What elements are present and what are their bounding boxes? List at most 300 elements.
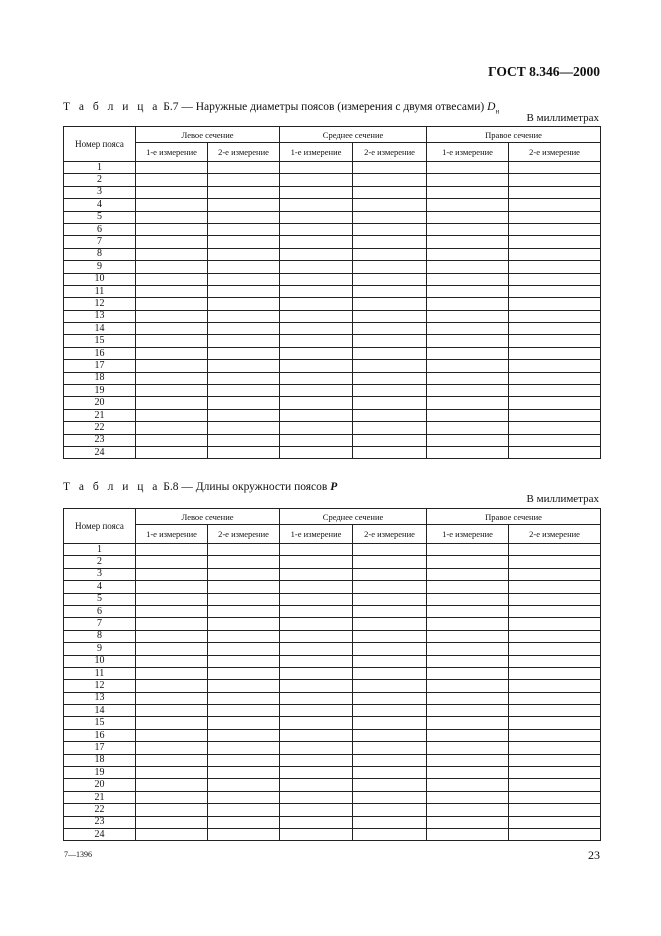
empty-cell — [280, 556, 353, 568]
table-b8-label: Т а б л и ц а — [63, 481, 161, 493]
empty-cell — [208, 680, 280, 692]
empty-cell — [208, 446, 280, 458]
row-number: 9 — [64, 261, 136, 273]
empty-cell — [280, 742, 353, 754]
empty-cell — [427, 347, 509, 359]
table-row — [64, 162, 601, 174]
table-b8 — [63, 508, 601, 841]
empty-cell — [427, 581, 509, 593]
empty-cell — [208, 568, 280, 580]
empty-cell — [427, 643, 509, 655]
empty-cell — [427, 434, 509, 446]
empty-cell — [280, 236, 353, 248]
empty-cell — [208, 544, 280, 556]
row-number: 8 — [64, 248, 136, 260]
empty-cell — [280, 729, 353, 741]
empty-cell — [427, 544, 509, 556]
empty-cell — [509, 223, 601, 235]
empty-cell — [136, 199, 208, 211]
empty-cell — [208, 667, 280, 679]
empty-cell — [427, 804, 509, 816]
empty-cell — [353, 186, 427, 198]
table-row — [64, 754, 601, 766]
empty-cell — [280, 828, 353, 840]
empty-cell — [353, 717, 427, 729]
empty-cell — [427, 372, 509, 384]
table-row — [64, 568, 601, 580]
empty-cell — [509, 298, 601, 310]
empty-cell — [136, 705, 208, 717]
row-number: 14 — [64, 323, 136, 335]
empty-cell — [136, 816, 208, 828]
empty-cell — [136, 767, 208, 779]
empty-cell — [353, 544, 427, 556]
empty-cell — [509, 593, 601, 605]
empty-cell — [509, 248, 601, 260]
row-number: 24 — [64, 828, 136, 840]
empty-cell — [208, 372, 280, 384]
empty-cell — [280, 667, 353, 679]
empty-cell — [427, 742, 509, 754]
table-row — [64, 273, 601, 285]
empty-cell — [208, 618, 280, 630]
empty-cell — [509, 360, 601, 372]
empty-cell — [208, 323, 280, 335]
table-b8-title: Б.8 — Длины окружности поясов — [163, 481, 328, 493]
empty-cell — [509, 667, 601, 679]
empty-cell — [509, 174, 601, 186]
empty-cell — [136, 174, 208, 186]
empty-cell — [136, 261, 208, 273]
table-row — [64, 223, 601, 235]
empty-cell — [136, 630, 208, 642]
empty-cell — [208, 298, 280, 310]
measurement-header: 2-е измерение — [509, 525, 601, 544]
empty-cell — [509, 568, 601, 580]
empty-cell — [136, 211, 208, 223]
row-number: 3 — [64, 186, 136, 198]
empty-cell — [136, 409, 208, 421]
empty-cell — [509, 285, 601, 297]
empty-cell — [136, 593, 208, 605]
empty-cell — [353, 692, 427, 704]
table-row — [64, 261, 601, 273]
table-row — [64, 717, 601, 729]
table-row — [64, 211, 601, 223]
table-row — [64, 174, 601, 186]
empty-cell — [353, 816, 427, 828]
empty-cell — [509, 655, 601, 667]
empty-cell — [136, 544, 208, 556]
empty-cell — [509, 767, 601, 779]
document-code: ГОСТ 8.346—2000 — [488, 64, 600, 79]
table-row — [64, 323, 601, 335]
empty-cell — [509, 397, 601, 409]
empty-cell — [509, 162, 601, 174]
empty-cell — [353, 655, 427, 667]
empty-cell — [280, 347, 353, 359]
empty-cell — [353, 385, 427, 397]
table-row — [64, 285, 601, 297]
empty-cell — [427, 422, 509, 434]
empty-cell — [427, 248, 509, 260]
empty-cell — [136, 605, 208, 617]
measurement-header: 1-е измерение — [136, 143, 208, 162]
empty-cell — [136, 347, 208, 359]
table-row — [64, 828, 601, 840]
empty-cell — [509, 630, 601, 642]
empty-cell — [280, 323, 353, 335]
table-row — [64, 422, 601, 434]
empty-cell — [280, 273, 353, 285]
empty-cell — [427, 285, 509, 297]
row-number: 22 — [64, 422, 136, 434]
empty-cell — [280, 199, 353, 211]
empty-cell — [427, 385, 509, 397]
empty-cell — [208, 791, 280, 803]
empty-cell — [136, 618, 208, 630]
empty-cell — [280, 360, 353, 372]
empty-cell — [509, 680, 601, 692]
empty-cell — [208, 767, 280, 779]
empty-cell — [136, 556, 208, 568]
empty-cell — [280, 581, 353, 593]
empty-cell — [280, 791, 353, 803]
row-number: 14 — [64, 705, 136, 717]
empty-cell — [208, 186, 280, 198]
row-number: 13 — [64, 310, 136, 322]
empty-cell — [280, 593, 353, 605]
table-row — [64, 667, 601, 679]
empty-cell — [427, 692, 509, 704]
empty-cell — [208, 285, 280, 297]
empty-cell — [208, 816, 280, 828]
empty-cell — [427, 162, 509, 174]
empty-cell — [136, 804, 208, 816]
row-number: 2 — [64, 174, 136, 186]
table-row — [64, 705, 601, 717]
empty-cell — [136, 779, 208, 791]
measurement-header: 1-е измерение — [280, 143, 353, 162]
empty-cell — [280, 174, 353, 186]
table-b7-subscript: н — [495, 107, 500, 116]
empty-cell — [353, 323, 427, 335]
empty-cell — [280, 717, 353, 729]
row-number: 10 — [64, 655, 136, 667]
empty-cell — [353, 223, 427, 235]
row-number: 1 — [64, 162, 136, 174]
table-row — [64, 729, 601, 741]
table-row — [64, 347, 601, 359]
empty-cell — [353, 409, 427, 421]
empty-cell — [208, 223, 280, 235]
empty-cell — [136, 742, 208, 754]
empty-cell — [509, 692, 601, 704]
row-number: 6 — [64, 605, 136, 617]
empty-cell — [280, 643, 353, 655]
empty-cell — [208, 199, 280, 211]
row-number: 23 — [64, 434, 136, 446]
empty-cell — [509, 605, 601, 617]
table-row — [64, 236, 601, 248]
empty-cell — [427, 680, 509, 692]
empty-cell — [136, 335, 208, 347]
empty-cell — [427, 186, 509, 198]
table-row — [64, 248, 601, 260]
empty-cell — [353, 248, 427, 260]
empty-cell — [280, 655, 353, 667]
empty-cell — [280, 692, 353, 704]
empty-cell — [208, 643, 280, 655]
row-number: 21 — [64, 791, 136, 803]
empty-cell — [353, 556, 427, 568]
empty-cell — [427, 816, 509, 828]
empty-cell — [136, 162, 208, 174]
empty-cell — [280, 385, 353, 397]
page-number: 23 — [588, 848, 600, 862]
table-b8-symbol: P — [330, 481, 338, 493]
empty-cell — [427, 667, 509, 679]
empty-cell — [136, 186, 208, 198]
empty-cell — [280, 298, 353, 310]
measurement-header: 1-е измерение — [427, 143, 509, 162]
empty-cell — [208, 655, 280, 667]
empty-cell — [427, 568, 509, 580]
empty-cell — [136, 446, 208, 458]
empty-cell — [427, 199, 509, 211]
empty-cell — [427, 593, 509, 605]
empty-cell — [509, 186, 601, 198]
row-number: 11 — [64, 667, 136, 679]
empty-cell — [353, 729, 427, 741]
table-row — [64, 779, 601, 791]
row-number: 4 — [64, 199, 136, 211]
table-row — [64, 605, 601, 617]
row-number: 15 — [64, 335, 136, 347]
empty-cell — [427, 273, 509, 285]
empty-cell — [509, 804, 601, 816]
empty-cell — [280, 630, 353, 642]
row-number: 18 — [64, 754, 136, 766]
empty-cell — [427, 705, 509, 717]
empty-cell — [353, 285, 427, 297]
empty-cell — [353, 754, 427, 766]
empty-cell — [136, 655, 208, 667]
section-header: Правое сечение — [427, 127, 601, 143]
empty-cell — [427, 779, 509, 791]
empty-cell — [509, 742, 601, 754]
empty-cell — [509, 754, 601, 766]
empty-cell — [208, 593, 280, 605]
empty-cell — [353, 261, 427, 273]
empty-cell — [208, 779, 280, 791]
table-row — [64, 618, 601, 630]
empty-cell — [208, 174, 280, 186]
table-row — [64, 630, 601, 642]
row-number: 1 — [64, 544, 136, 556]
empty-cell — [353, 630, 427, 642]
empty-cell — [427, 605, 509, 617]
empty-cell — [136, 310, 208, 322]
empty-cell — [353, 273, 427, 285]
table-row — [64, 581, 601, 593]
empty-cell — [427, 310, 509, 322]
row-number: 12 — [64, 298, 136, 310]
empty-cell — [280, 335, 353, 347]
row-number: 19 — [64, 385, 136, 397]
measurement-header: 1-е измерение — [427, 525, 509, 544]
empty-cell — [353, 605, 427, 617]
empty-cell — [353, 335, 427, 347]
empty-cell — [509, 261, 601, 273]
empty-cell — [427, 655, 509, 667]
table-row — [64, 643, 601, 655]
row-number: 21 — [64, 409, 136, 421]
empty-cell — [208, 261, 280, 273]
table-b7-caption — [63, 101, 499, 115]
empty-cell — [509, 273, 601, 285]
empty-cell — [136, 729, 208, 741]
empty-cell — [208, 434, 280, 446]
empty-cell — [280, 397, 353, 409]
row-number: 2 — [64, 556, 136, 568]
section-header: Левое сечение — [136, 509, 280, 525]
empty-cell — [280, 211, 353, 223]
table-row — [64, 360, 601, 372]
empty-cell — [427, 791, 509, 803]
empty-cell — [509, 434, 601, 446]
empty-cell — [509, 323, 601, 335]
row-number-header: Номер пояса — [64, 127, 136, 162]
empty-cell — [280, 162, 353, 174]
empty-cell — [208, 347, 280, 359]
empty-cell — [509, 828, 601, 840]
empty-cell — [353, 310, 427, 322]
empty-cell — [353, 667, 427, 679]
table-b7-symbol: D — [487, 101, 496, 113]
empty-cell — [353, 779, 427, 791]
row-number: 16 — [64, 729, 136, 741]
empty-cell — [427, 236, 509, 248]
empty-cell — [136, 568, 208, 580]
empty-cell — [208, 360, 280, 372]
empty-cell — [353, 618, 427, 630]
empty-cell — [427, 767, 509, 779]
empty-cell — [509, 446, 601, 458]
empty-cell — [509, 779, 601, 791]
table-row — [64, 767, 601, 779]
empty-cell — [509, 199, 601, 211]
empty-cell — [136, 248, 208, 260]
empty-cell — [427, 261, 509, 273]
empty-cell — [427, 729, 509, 741]
empty-cell — [353, 680, 427, 692]
empty-cell — [353, 593, 427, 605]
empty-cell — [208, 422, 280, 434]
section-header: Среднее сечение — [280, 127, 427, 143]
row-number: 7 — [64, 236, 136, 248]
empty-cell — [509, 791, 601, 803]
row-number: 23 — [64, 816, 136, 828]
empty-cell — [208, 211, 280, 223]
empty-cell — [427, 446, 509, 458]
empty-cell — [136, 717, 208, 729]
empty-cell — [208, 717, 280, 729]
header-row — [64, 127, 601, 143]
empty-cell — [353, 568, 427, 580]
empty-cell — [353, 162, 427, 174]
header-row — [64, 509, 601, 525]
measurement-header: 1-е измерение — [136, 525, 208, 544]
empty-cell — [509, 581, 601, 593]
row-number: 8 — [64, 630, 136, 642]
table-row — [64, 335, 601, 347]
empty-cell — [509, 211, 601, 223]
empty-cell — [208, 236, 280, 248]
empty-cell — [427, 556, 509, 568]
print-code: 7—1396 — [64, 850, 92, 859]
section-header: Среднее сечение — [280, 509, 427, 525]
empty-cell — [280, 422, 353, 434]
empty-cell — [136, 323, 208, 335]
table-row — [64, 816, 601, 828]
row-number: 13 — [64, 692, 136, 704]
empty-cell — [353, 705, 427, 717]
empty-cell — [427, 717, 509, 729]
empty-cell — [208, 630, 280, 642]
empty-cell — [280, 409, 353, 421]
empty-cell — [353, 360, 427, 372]
empty-cell — [509, 556, 601, 568]
empty-cell — [208, 581, 280, 593]
empty-cell — [280, 310, 353, 322]
empty-cell — [208, 692, 280, 704]
empty-cell — [353, 643, 427, 655]
empty-cell — [136, 692, 208, 704]
table-row — [64, 804, 601, 816]
empty-cell — [280, 767, 353, 779]
empty-cell — [353, 581, 427, 593]
empty-cell — [353, 434, 427, 446]
measurement-header: 2-е измерение — [353, 143, 427, 162]
empty-cell — [353, 742, 427, 754]
table-row — [64, 310, 601, 322]
empty-cell — [427, 223, 509, 235]
measurement-header: 2-е измерение — [208, 143, 280, 162]
empty-cell — [280, 816, 353, 828]
empty-cell — [208, 409, 280, 421]
empty-cell — [353, 397, 427, 409]
empty-cell — [509, 310, 601, 322]
empty-cell — [427, 754, 509, 766]
empty-cell — [136, 434, 208, 446]
table-b7-title: Б.7 — Наружные диаметры поясов (измерения с двумя отвесами) — [163, 101, 485, 113]
row-number: 10 — [64, 273, 136, 285]
empty-cell — [136, 397, 208, 409]
section-header: Левое сечение — [136, 127, 280, 143]
empty-cell — [280, 261, 353, 273]
table-b7-label: Т а б л и ц а — [63, 101, 161, 113]
empty-cell — [136, 422, 208, 434]
empty-cell — [280, 285, 353, 297]
empty-cell — [280, 779, 353, 791]
empty-cell — [509, 347, 601, 359]
empty-cell — [136, 273, 208, 285]
empty-cell — [353, 236, 427, 248]
table-b8-caption — [63, 481, 337, 493]
subheader-row — [64, 143, 601, 162]
empty-cell — [427, 335, 509, 347]
